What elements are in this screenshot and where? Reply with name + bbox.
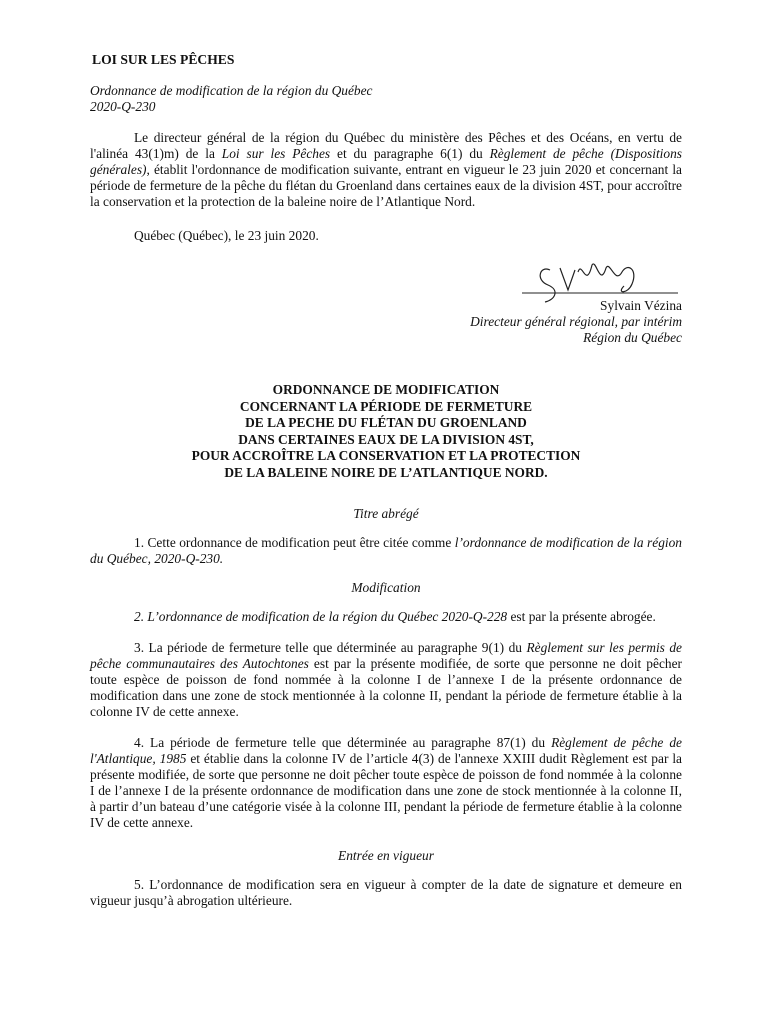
- signatory-name: Sylvain Vézina: [600, 298, 682, 313]
- signature-block: [90, 250, 682, 370]
- signatory-title: Directeur général régional, par intérim: [470, 314, 682, 329]
- place-date: Québec (Québec), le 23 juin 2020.: [134, 228, 319, 243]
- signatory-region: Région du Québec: [583, 330, 682, 345]
- in-force-heading: Entrée en vigueur: [338, 848, 434, 863]
- order-number: 2020-Q-230: [90, 99, 156, 114]
- short-title-heading: Titre abrégé: [353, 506, 419, 521]
- preamble-paragraph: Le directeur général de la région du Québec du ministère des Pêches et des Océans, en vertu de l'alinéa 43(1)m) de la Loi sur les Pêches et du paragraphe 6(1) du Règlement de pêche (Dispositions générales), établit l'ordonnance de modification suivante, entrant en vigueur le 23 juin 2020 et concernant la période de fermeture de la pêche du flétan du Groenland dans certaines eaux de la division 4ST, pour accroître la conservation et la protection de la baleine noire de l’Atlantique Nord.: [90, 130, 682, 209]
- law-reference: Loi sur les Pêches: [221, 146, 331, 161]
- document-page: [90, 52, 682, 909]
- law-title: LOI SUR LES PÊCHES: [92, 52, 235, 67]
- order-heading: ORDONNANCE DE MODIFICATION CONCERNANT LA PÉRIODE DE FERMETURE DE LA PECHE DU FLÉTAN DU GROENLAND DANS CERTAINES EAUX DE LA DIVISION 4ST, POUR ACCROÎTRE LA CONSERVATION ET LA PROTECTION DE LA BALEINE NOIRE DE L’ATLANTIQUE NORD.: [191, 382, 581, 480]
- section-2: 2. L’ordonnance de modification de la région du Québec 2020-Q-228 est par la présente abrogée.: [134, 609, 656, 624]
- section-3: 3. La période de fermeture telle que déterminée au paragraphe 9(1) du Règlement sur les permis de pêche communautaires des Autochtones est par la présente modifiée, de sorte que personne ne doit pêcher toute espèce de poisson de fond nommée à la colonne I de l’annexe I de la présente ordonnance de modification dans une zone de stock mentionnée à la colonne II, pendant la période de fermeture établie à la colonne IV de cette annexe.: [90, 640, 682, 719]
- section-4: 4. La période de fermeture telle que déterminée au paragraphe 87(1) du Règlement de pêche de l'Atlantique, 1985 et établie dans la colonne IV de l’article 4(3) de l'annexe XXIII dudit Règlement est par la présente modifiée, de sorte que personne ne doit pêcher toute espèce de poisson de fond nommée à la colonne I de l’annexe I de la présente ordonnance de modification dans une zone de stock mentionnée à la colonne II, à partir d’un bateau d’une catégorie visée à la colonne III, pendant la période de fermeture établie à la colonne IV de cette annexe.: [90, 735, 682, 830]
- signatory: [470, 298, 682, 346]
- modification-heading: Modification: [351, 580, 421, 595]
- section-5: 5. L’ordonnance de modification sera en vigueur à compter de la date de signature et demeure en vigueur jusqu’à abrogation ultérieure.: [90, 877, 682, 908]
- section-1: 1. Cette ordonnance de modification peut être citée comme l’ordonnance de modification de la région du Québec, 2020-Q-230.: [90, 535, 683, 566]
- regulation-reference: Règlement de pêche (Dispositions générales): [90, 146, 682, 177]
- order-name: Ordonnance de modification de la région du Québec: [90, 83, 373, 98]
